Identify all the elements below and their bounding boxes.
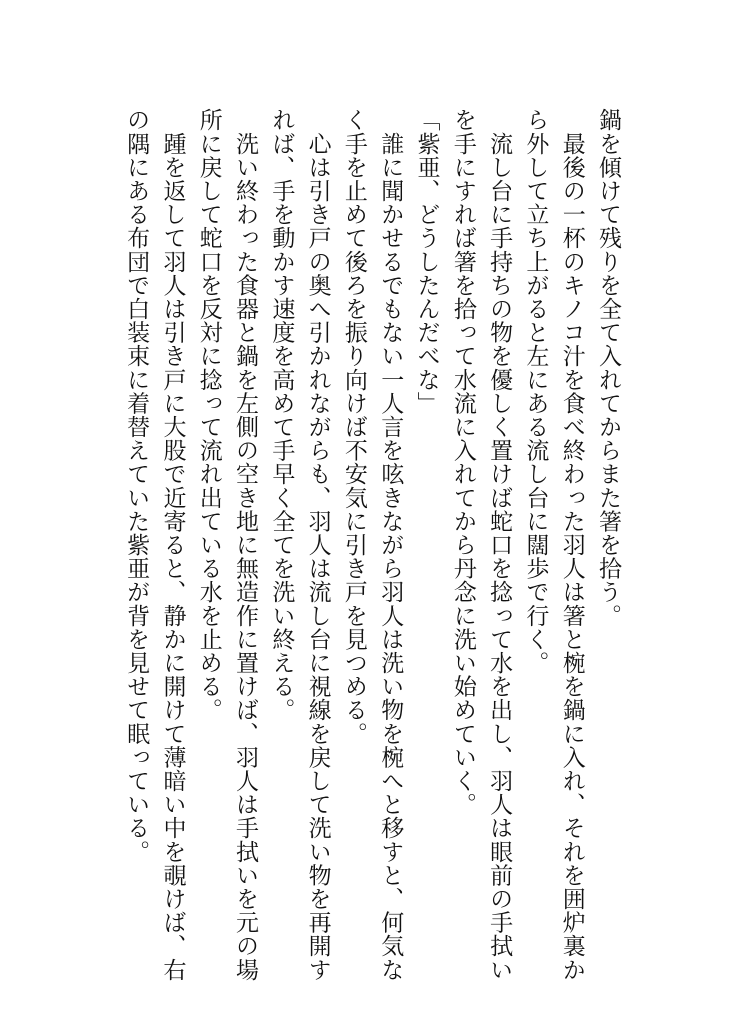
text-line: 「紫亜、どうしたんだべな」 <box>413 108 440 415</box>
text-line: 心は引き戸の奥へ引かれながらも、羽人は流し台に視線を戻して洗い物を再開す <box>304 108 331 982</box>
novel-text-body <box>118 108 626 982</box>
text-line: 最後の一杯のキノコ汁を食べ終わった羽人は箸と椀を鍋に入れ、それを囲炉裏か <box>558 108 585 982</box>
text-line: を手にすれば箸を拾って水流に入れてから丹念に洗い始めていく。 <box>449 108 476 816</box>
text-line: の隅にある布団で白装束に着替えていた紫亜が背を見せて眠っている。 <box>123 108 150 864</box>
text-line: ら外して立ち上がると左にある流し台に闊歩で行く。 <box>522 108 549 675</box>
text-line: 踵を返して羽人は引き戸に大股で近寄ると、静かに開けて薄暗い中を覗けば、右 <box>159 108 186 982</box>
text-line: れば、手を動かす速度を高めて手早く全てを洗い終える。 <box>268 108 295 722</box>
text-line: 流し台に手持ちの物を優しく置けば蛇口を捻って水を出し、羽人は眼前の手拭い <box>486 108 513 982</box>
text-line: 所に戻して蛇口を反対に捻って流れ出ている水を止める。 <box>195 108 222 722</box>
text-line: 洗い終わった食器と鍋を左側の空き地に無造作に置けば、羽人は手拭いを元の場 <box>232 108 259 982</box>
text-line: く手を止めて後ろを振り向けば不安気に引き戸を見つめる。 <box>340 108 367 746</box>
text-line: 鍋を傾けて残りを全て入れてからまた箸を拾う。 <box>595 108 621 628</box>
text-line: 誰に聞かせるでもない一人言を呟きながら羽人は洗い物を椀へと移すと、何気な <box>377 108 404 982</box>
